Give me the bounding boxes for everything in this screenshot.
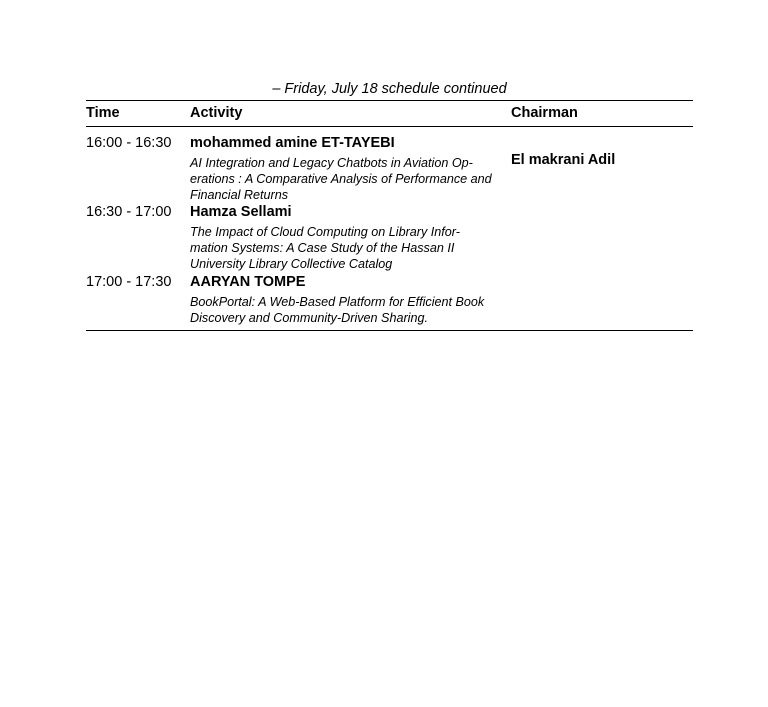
column-header-chairman: Chairman — [511, 105, 578, 121]
table-top-rule — [86, 100, 693, 101]
session-time: 16:00 - 16:30 — [86, 135, 172, 151]
talk-title: The Impact of Cloud Computing on Library Infor- mation Systems: A Case Study of the Hassan II University Library Collective Catalog — [190, 225, 460, 271]
speaker-name: mohammed amine ET-TAYEBI — [190, 135, 395, 151]
table-header-rule — [86, 126, 693, 127]
talk-title: AI Integration and Legacy Chatbots in Aviation Op- erations : A Comparative Analysis of Performance and Financial Returns — [190, 156, 492, 202]
schedule-caption: – Friday, July 18 schedule continued — [272, 81, 507, 97]
session-chairman: El makrani Adil — [511, 152, 616, 168]
session-time: 17:00 - 17:30 — [86, 274, 172, 290]
session-time: 16:30 - 17:00 — [86, 204, 172, 220]
speaker-name: AARYAN TOMPE — [190, 274, 306, 290]
speaker-name: Hamza Sellami — [190, 204, 292, 220]
column-header-time: Time — [86, 105, 120, 121]
column-header-activity: Activity — [190, 105, 243, 121]
talk-title: BookPortal: A Web-Based Platform for Efficient Book Discovery and Community-Driven Sharing. — [190, 295, 485, 325]
table-bottom-rule — [86, 330, 693, 331]
